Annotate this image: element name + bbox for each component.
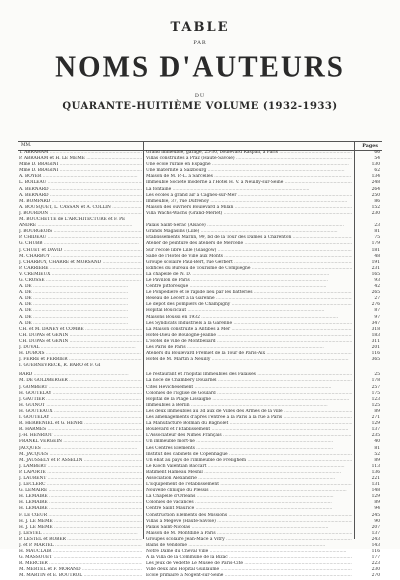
page-cell: 134	[371, 174, 380, 180]
page-cell: 75	[374, 235, 380, 241]
page-cell: 311	[371, 338, 380, 344]
author-cell: M. JAUSSELY et P. ASSELIN .....	[19, 458, 142, 464]
title-cell: Sur l'école libre Lille (Glasgow) .....	[146, 248, 352, 254]
author-cell: J. GAUTIER .....	[19, 397, 142, 403]
title-cell: Hôtel de M. Martin à Neuilly .....	[146, 357, 352, 363]
title-cell: Maison des ouvriers Boulevard à Milan .....	[146, 205, 352, 211]
title-cell: Grand immeuble, garage, 25-30, boulevard Raspail, à Paris .....	[146, 150, 352, 156]
page-cell: 264	[371, 186, 380, 192]
title-cell: Bâtiment Hameau Mesnil .....	[146, 470, 352, 476]
author-cell: I. GUERNEVRECK, R. BARO et F. GI	[19, 363, 101, 369]
title-cell: École primaire à Nogent-sur-Seine .....	[146, 573, 352, 579]
title-cell: Villas construites à Praz (Haute-Savoie) .....	[146, 156, 352, 162]
table-top-rule	[18, 141, 382, 142]
title-cell: La noce de Chambéry Douarnel .....	[146, 378, 352, 384]
author-cell: R. HARMES .....	[19, 427, 142, 433]
author-cell: A. BOYER .....	[19, 174, 142, 180]
author-cell: H. J. LE MÊME .....	[19, 525, 142, 531]
title-cell: La Manufacture Bolman du Bagnolet .....	[146, 421, 352, 427]
title-cell: Le Pavillon de Paris .....	[146, 278, 352, 284]
title-cell: Réseau de Lecerf à la Garenne .....	[146, 296, 352, 302]
title-cell: Colonies de l'Église de Goulard .....	[146, 391, 352, 397]
page-cell: 123	[371, 396, 380, 402]
page-cell: 66	[374, 150, 380, 155]
author-cell: G. MASSOUET .....	[19, 555, 142, 561]
author-cell: RARD .....	[19, 372, 142, 378]
author-cell: J. BOURGEOIS .....	[19, 229, 142, 235]
page-cell: 81	[374, 229, 380, 235]
page-cell: 27	[374, 296, 380, 302]
page-cell: 137	[371, 530, 380, 536]
author-cell: CH. et M. DANEY et COMBE .....	[19, 327, 142, 333]
page-cell: 129	[371, 421, 380, 427]
title-cell: Grands Magasins (Lille) .....	[146, 229, 352, 235]
author-cell: G. CROSSE .....	[19, 278, 142, 284]
page-cell: 52	[374, 451, 380, 457]
title-cell: Le restaurant et l'hôpital Immeubles des Falaises .....	[146, 372, 352, 378]
title-par: PAR	[193, 40, 207, 46]
author-cell: A. BOUSQUET, L. CASSAN et A. COLLIN .....	[19, 205, 142, 211]
author-cell: A. DE .....	[19, 290, 142, 296]
author-cell: A. DE .....	[19, 321, 142, 327]
authors-table	[18, 141, 382, 579]
author-cell: G. LEMAIRE .....	[19, 488, 142, 494]
title-cell: Les Centres Éléments .....	[146, 446, 352, 452]
page-cell: 177	[371, 555, 380, 561]
author-cell: H. LEMAIRE .....	[19, 506, 142, 512]
page-cell: 148	[371, 488, 380, 494]
page-cell: 165	[371, 271, 380, 277]
author-cell: A. DE .....	[19, 296, 142, 302]
author-cell: CH. DUPAS et GÉNIN .....	[19, 333, 142, 339]
page-cell: 97	[374, 314, 380, 320]
table-body	[18, 150, 382, 580]
page-cell: 231	[371, 265, 380, 271]
page-cell: 25	[374, 372, 380, 378]
title-cell: Notre Dame du Cheval Ville .....	[146, 549, 352, 555]
page-cell: 181	[371, 247, 380, 253]
page-cell: 137	[371, 427, 380, 433]
page-cell: 116	[371, 549, 380, 555]
title-cell: Maison de M. P.-L. à Sarcelles .....	[146, 174, 352, 180]
page-cell: 48	[374, 253, 380, 259]
table-row	[18, 543, 382, 549]
page-cell: 54	[374, 156, 380, 162]
title-cell: Établissements Marlin, 99, bd de la Tour des Dames à Charenton .....	[146, 235, 352, 241]
page-cell: 136	[371, 469, 380, 475]
title-cell: Les Paris de Paris .....	[146, 345, 352, 351]
author-cell: J. LAURENT .....	[19, 476, 142, 482]
page-cell: 257	[371, 384, 380, 390]
author-cell: A. BERNARD .....	[19, 193, 142, 199]
page-cell: 250	[371, 192, 380, 198]
col-author-header: MM.	[21, 143, 32, 148]
author-cell: A. BERNARD .....	[19, 187, 142, 193]
title-cell: Centre Saint Maurice .....	[146, 506, 352, 512]
page-cell: 81	[374, 445, 380, 451]
title-cell: Les écoles à grand air à Cagnes-sur-Mer .....	[146, 193, 352, 199]
author-cell: J. LAMBERT .....	[19, 464, 142, 470]
author-cell: CH. DUPAS et GÉNIN .....	[19, 339, 142, 345]
author-cell: Mme D. BRAGINI .....	[19, 168, 142, 174]
author-cell: P. LAPORTE .....	[19, 470, 142, 476]
author-cell: H. GUINOT .....	[19, 403, 142, 409]
author-cell: P. LESTEL et ROBER .....	[19, 537, 142, 543]
title-cell: La Maison construite à Antibes à Mer .....	[146, 327, 352, 333]
author-cell: JACQUES .....	[19, 446, 142, 452]
title-cell: À la Villa de la Commune de la Bizac .....	[146, 555, 352, 561]
title-cell: L'Hôtel de ville de Montbéliard .....	[146, 339, 352, 345]
author-cell: M. MARTIN et E. BOUTROL .....	[19, 573, 142, 579]
author-cell: M. CHARBUY .....	[19, 254, 142, 260]
page-cell: 276	[371, 302, 380, 308]
author-cell: H. GOUTÉAUX .....	[19, 409, 142, 415]
author-cell: H. J. LE MÊME .....	[19, 519, 142, 525]
page-cell: 201	[371, 345, 380, 350]
page-cell: 131	[371, 482, 380, 488]
title-cell: La chapelle de N. D. .....	[146, 272, 352, 278]
title-cell: Les aménagements d'après l'entrée à la Paris à la rue à Paris .....	[146, 415, 352, 421]
page-cell: 40	[374, 439, 380, 445]
page-cell: 179	[371, 241, 380, 247]
author-cell: J. GOMBERT .....	[19, 385, 142, 391]
title-cell: Villas à Megève (Haute-Savoie) .....	[146, 519, 352, 525]
title-cell: Salle de l'Hôtel de Ville aux Monts .....	[146, 254, 352, 260]
author-cell: M. MERTEL et F. MORAND .....	[19, 567, 142, 573]
title-cell: Boulevard et l'Établissement .....	[146, 427, 352, 433]
author-cell: P. ABRAHAM et H. LE MÊME .....	[19, 156, 142, 162]
title-cell: Édifices du Bureau de Tourisme de Compiègne .....	[146, 266, 352, 272]
title-cell: Construction Éléments des Missions .....	[146, 513, 352, 519]
page-cell: 245	[371, 512, 380, 518]
title-volume: QUARANTE-HUITIÈME VOLUME (1932-1933)	[62, 101, 338, 112]
author-cell: M. BOUCHETTE de L'ARCHITECTURE et F. PE	[19, 217, 126, 223]
page-cell: 183	[371, 332, 380, 338]
title-du: DU	[194, 93, 206, 99]
title-table: TABLE	[170, 20, 230, 35]
title-cell: Maisons Boussi en 1932 .....	[146, 315, 352, 321]
page-cell: 235	[371, 433, 380, 439]
author-cell: H. GOUTELAY .....	[19, 391, 142, 397]
author-cell: J. BOURDON .....	[19, 211, 142, 217]
author-cell: M. JACQUES .....	[19, 452, 142, 458]
author-cell: I. GOUTELAY .....	[19, 415, 142, 421]
author-cell: H. LEMAIRE .....	[19, 500, 142, 506]
page-cell: 87	[374, 308, 380, 314]
page-cell: 93	[374, 277, 380, 283]
author-cell: T. ABRAHAM .....	[19, 150, 142, 156]
page-cell: 129	[371, 494, 380, 500]
author-cell: R. HERBÉNIEL et G. HENRI .....	[19, 421, 142, 427]
page-cell: 230	[371, 210, 380, 216]
page-cell: 270	[371, 573, 380, 579]
author-cell: L. BOILEAU .....	[19, 180, 142, 186]
title-cell: Nouvelle clinique du Plessis .....	[146, 488, 352, 494]
page-cell: 42	[374, 284, 380, 290]
page-cell: 318	[371, 326, 380, 332]
page-cell: 89	[374, 500, 380, 506]
page-cell: 221	[371, 475, 380, 481]
author-cell: R. MERCIER .....	[19, 561, 142, 567]
author-cell: P. CHIDEAU .....	[19, 235, 142, 241]
page-cell: 248	[371, 180, 380, 186]
author-cell: FRANKL VERGEIN .....	[19, 439, 142, 445]
title-cell: Le Kioch Valentian Baccart .....	[146, 464, 352, 470]
title-cell: Le Ponpedière et le rapide lieu par les batteries .....	[146, 290, 352, 296]
page-cell: 89	[374, 408, 380, 414]
page-cell: 86	[374, 198, 380, 204]
table-row	[18, 573, 382, 579]
author-cell: A. DE .....	[19, 315, 142, 321]
title-cell: La Chapelle d'Orléans .....	[146, 494, 352, 500]
author-cell: J. LESTEL .....	[19, 531, 142, 537]
title-cell: Atelier de peinture des ateliers de Mercelle .....	[146, 241, 352, 247]
author-cell: P. CARRIÈRE .....	[19, 266, 142, 272]
page-cell: 125	[371, 402, 380, 408]
author-cell: V. CRÉMIEUX .....	[19, 272, 142, 278]
title-cell: Ville deux ans Hôpital Guillaume .....	[146, 567, 352, 573]
title-cell: La fontaine .....	[146, 187, 352, 193]
title-cell: Hôtel-Dieu de Boulogne-Jeanne .....	[146, 333, 352, 339]
page-cell: 243	[371, 536, 380, 542]
author-cell: Mme D. BRAGINI .....	[19, 162, 142, 168]
title-cell: Le dépôt des pompiers de Champigny .....	[146, 302, 352, 308]
author-cell: A. DE .....	[19, 302, 142, 308]
title-cell: Maison de M. Montdillé à Paris .....	[146, 531, 352, 537]
title-cell: Un immeuble mort-né .....	[146, 439, 352, 445]
author-cell: J. et P. MARTEL .....	[19, 543, 142, 549]
page-cell: 94	[374, 506, 380, 512]
page-cell: 347	[371, 320, 380, 326]
page-cell: 62	[374, 168, 380, 174]
title-cell: Colonies de vacances .....	[146, 500, 352, 506]
page-cell: 207	[371, 524, 380, 530]
title-cell: Palais Saint-Sérac (Alsace) .....	[146, 223, 352, 229]
title-cell: Immeuble Société moderne à l'Hôtel H. V. à Neuilly-sur-Seine .....	[146, 180, 352, 186]
page-cell: 143	[371, 543, 380, 548]
title-cell: Un ébat au pays de l'immeuble de Frelighem .....	[146, 458, 352, 464]
title-cell: Immeubles à Berlin .....	[146, 403, 352, 409]
page-cell: 175	[371, 390, 380, 396]
page-cell: 178	[371, 378, 380, 384]
title-cell: Cités Hévichesement .....	[146, 385, 352, 391]
author-cell: A. DE .....	[19, 284, 142, 290]
col-page-header: Pages	[362, 143, 378, 149]
author-cell: ANDRÉ .....	[19, 223, 142, 229]
page-cell: 271	[371, 415, 380, 421]
page-cell: 90	[374, 518, 380, 524]
author-cell: H. MAUCLAIR .....	[19, 549, 142, 555]
title-cell: Bains de Vendôme .....	[146, 543, 352, 549]
author-cell: M. BOMPARD .....	[19, 199, 142, 205]
title-cell: Les Jeux de Vedette Le Musée de Paris-Cité .....	[146, 561, 352, 567]
title-cell: Hôpital de la Plage Lissaigne .....	[146, 397, 352, 403]
page-cell: 89	[374, 457, 380, 463]
page-cell: 152	[371, 204, 380, 210]
title-cell: Institut des cabinets de Copenhague .....	[146, 452, 352, 458]
title-cell: Association Alexandrie .....	[146, 476, 352, 482]
title-cell: Les deux immeubles au 3d aux de Villes des Armes de la ville .....	[146, 409, 352, 415]
author-cell: J. DUVAL .....	[19, 345, 142, 351]
page-cell: 230	[371, 567, 380, 573]
page-cell: 265	[371, 290, 380, 296]
title-cell: Palais Saint-Nicolas .....	[146, 525, 352, 531]
title-cell: L'Équipement de l'établissement .....	[146, 482, 352, 488]
page-cell: 223	[371, 561, 380, 567]
author-cell: J. CHARBUY, CHARRE et MORSAND .....	[19, 260, 142, 266]
title-cell: Une maternité à Salzbourg .....	[146, 168, 352, 174]
author-cell: J. FERRÉ et FERRIER .....	[19, 357, 142, 363]
author-cell: J.-H. HENRIOT .....	[19, 433, 142, 439]
page-cell: 191	[371, 259, 380, 265]
author-cell: M. DE GOLDBERGER .....	[19, 378, 142, 384]
title-cell: Une école rurale en Espagne .....	[146, 162, 352, 168]
page-cell: 116	[371, 351, 380, 357]
author-cell: A. DE .....	[19, 308, 142, 314]
author-cell: H. LEMAIRE .....	[19, 494, 142, 500]
author-cell: H. DUBOIS .....	[19, 351, 142, 357]
page-cell: 365	[371, 357, 380, 363]
page-cell: 130	[371, 162, 380, 168]
title-cell: Centre pittoresque .....	[146, 284, 352, 290]
title-cell: Ateliers du Boulevard Frémiet de la Tour de Paris-Aix .....	[146, 351, 352, 357]
title-cell: L'Associateur des Nimes Français .....	[146, 433, 352, 439]
title-cell: Villa Wachs-Wachs (Grand-Merlet) .....	[146, 211, 352, 217]
table-row	[18, 363, 382, 369]
author-cell: F. LE CŒUR .....	[19, 513, 142, 519]
author-cell: G. CHUBB .....	[19, 241, 142, 247]
title-cell: Immeuble, 37, rue Dufrénoy .....	[146, 199, 352, 205]
title-cell: Les Syndicats Industriels à la Garenne .....	[146, 321, 352, 327]
title-cell: Groupe scolaire Paul-Bert, rue Gerbert .....	[146, 260, 352, 266]
page-cell: 23	[374, 223, 380, 229]
page-cell: 113	[371, 463, 380, 469]
title-cell: Groupes scolaire Jean-Macé à Vitry .....	[146, 537, 352, 543]
author-cell: J. CHUET et DAVID .....	[19, 248, 142, 254]
title-cell: Hôpital Boucicaut .....	[146, 308, 352, 314]
author-cell: J. LECLERC .....	[19, 482, 142, 488]
title-noms-auteurs: NOMS D'AUTEURS	[55, 50, 345, 84]
